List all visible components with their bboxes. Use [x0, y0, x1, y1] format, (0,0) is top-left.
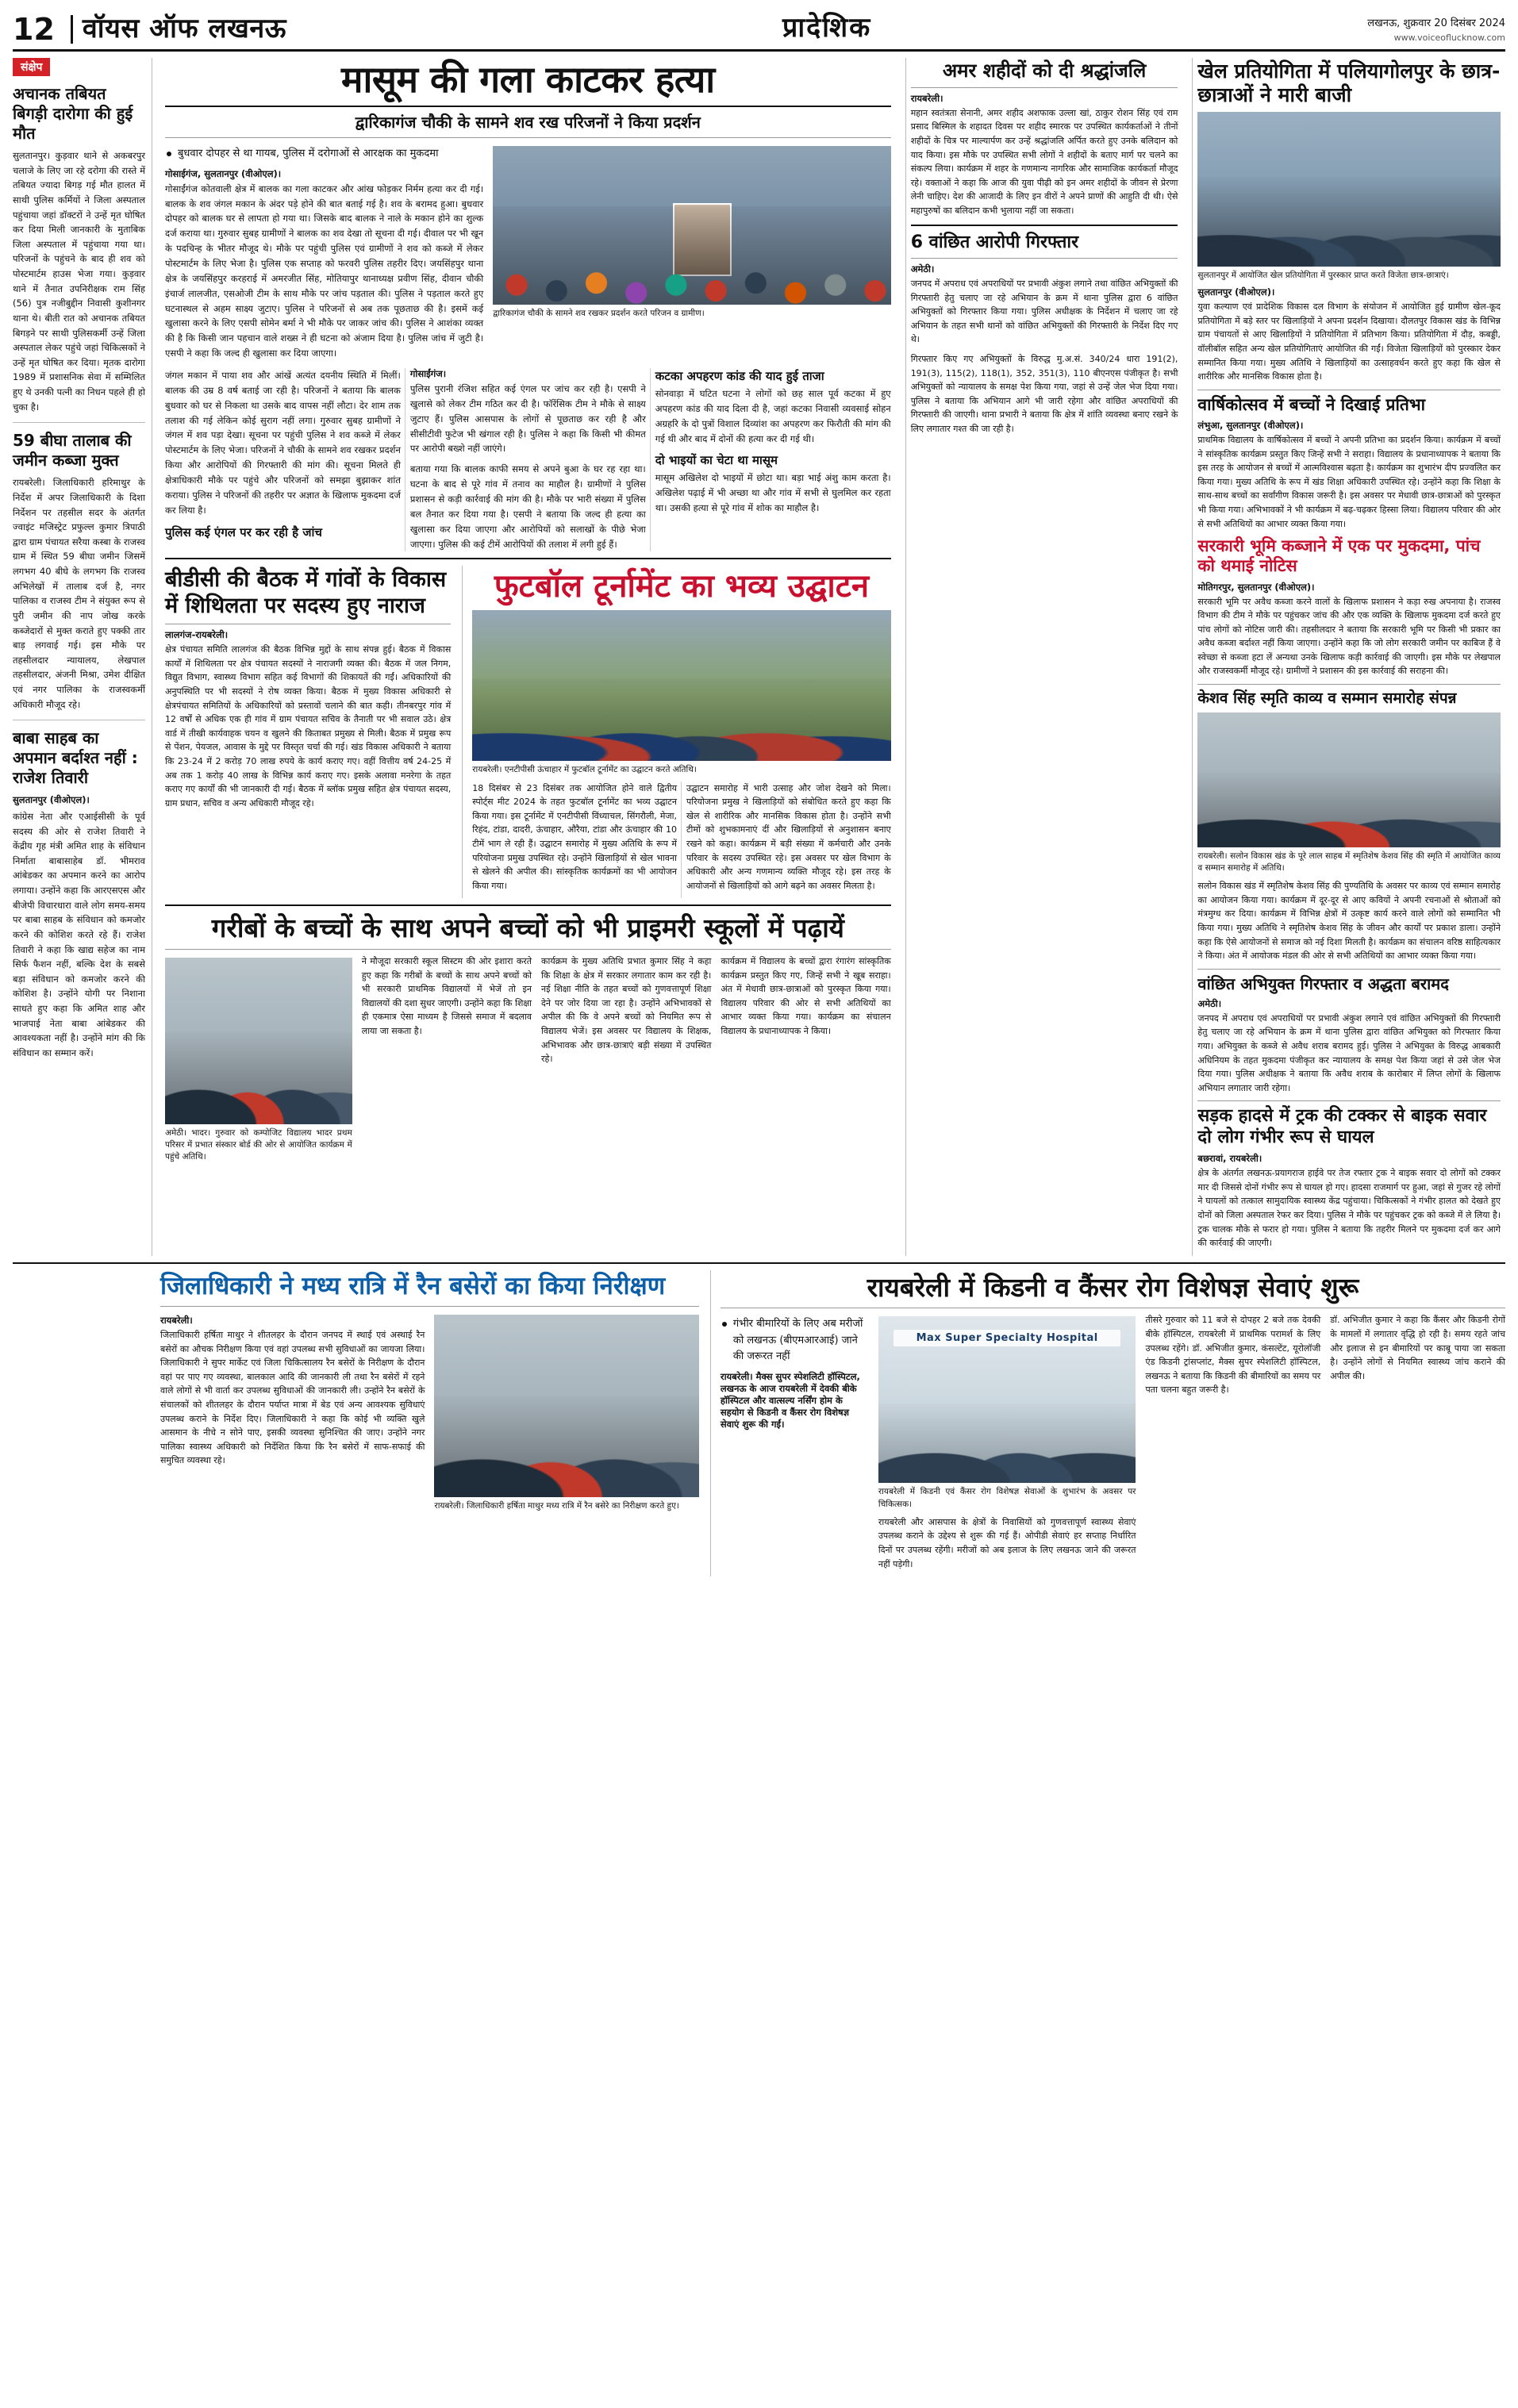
brief-3-body: कांग्रेस नेता और एआईसीसी के पूर्व सदस्य की ओर से राजेश तिवारी ने केंद्रीय गृह मंत्री अमित शाह के संविधान निर्माता बाबासाहेब डॉ. भीमराव आंबेडकर का अपमान करने का आरोप लगाया। उन्होंने कहा कि आरएसएस और बीजेपी विचारधारा वाले लोग समय-समय पर बाबा साहब के संविधान को कमजोर करने की कोशिश करते रहे हैं। राजेश तिवारी ने कहा कि खाद्य सहेज का नाम सिर्फ फैशन नहीं, बल्कि देश के सबसे बड़ा संविधान को कमजोर करने की कोशिश है। उन्होंने योगी पर निशाना साधते हुए कहा कि अमित शाह और भाजपाई नेता बाबा आंबेडकर की आवश्यकता नहीं है। उन्होंने मांग की कि संविधान का सम्मान करें।: [13, 810, 145, 1058]
kidney-bullet-0: गंभीर बीमारियों के लिए अब मरीजों को लखनऊ (बीएमआरआई) जाने की जरूरत नहीं: [721, 1316, 869, 1364]
sports-headline: खेल प्रतियोगिता में पलियागोलपुर के छात्र-छात्राओं ने मारी बाजी: [1197, 60, 1501, 106]
website-url[interactable]: www.voiceoflucknow.com: [1393, 32, 1505, 43]
lead-subheadline: द्वारिकागंज चौकी के सामने शव रख परिजनों ने किया प्रदर्शन: [355, 112, 701, 132]
bdc-headline: बीडीसी की बैठक में गांवों के विकास में शिथिलता पर सदस्य हुए नाराज: [165, 567, 447, 618]
accident-dateline: बछरावां, रायबरेली।: [1197, 1153, 1262, 1165]
sports-dateline: सुलतानपुर (वीओएल)।: [1197, 286, 1275, 298]
land-body: सरकारी भूमि पर अवैध कब्जा करने वालों के खिलाफ प्रशासन ने कड़ा रुख अपनाया है। राजस्व विभाग की टीम ने मौके पर पहुंचकर जांच की और एक व्यक्ति के खिलाफ मुकदमा दर्ज करते हुए पांच लोगों को नोटिस जारी की। तहसीलदार ने बताया कि सरकारी भूमि पर किसी भी प्रकार का अवैध कब्जा बर्दाश्त नहीं किया जाएगा। उन्होंने कहा कि जो लोग सरकारी जमीन पर काबिज हैं वे स्वेच्छा से कब्जा हटा लें अन्यथा उनके खिलाफ कड़ी कार्रवाई की जाएगी। इस मौके पर लेखपाल और राजस्वकर्मी मौजूद रहे। ग्रामीणों ने प्रशासन की इस कार्रवाई की सराहना की।: [1197, 596, 1501, 677]
lead-photo-caption: द्वारिकागंज चौकी के सामने शव रखकर प्रदर्शन करते परिजन व ग्रामीण।: [493, 308, 705, 318]
land-headline: सरकारी भूमि कब्जाने में एक पर मुकदमा, पांच को थमाई नोटिस: [1197, 536, 1481, 576]
dm-body: जिलाधिकारी हर्षिता माथुर ने शीतलहर के दौरान जनपद में स्थाई एवं अस्थाई रैन बसेरों का औचक निरीक्षण किया एवं वहां उपलब्ध सभी सुविधाओं का जायजा लिया। जिलाधिकारी ने सुपर मार्केट एवं जिला चिकित्सालय रैन बसेरों के निरीक्षण के दौरान वहां पर पाए गए व्यवस्था, बालकाल आदि की जानकारी ली तथा रैन बसेरों में रहने वाले लोगों से भी वार्ता कर उपलब्ध सुविधाओं की जानकारी ली। उन्होंने रैन बसेरों के संचालकों को शीतलहर के दौरान पर्याप्त मात्रा में बेड एवं अन्य आवश्यक सुविधाएं उपलब्ध कराने के निर्देश दिए। जिलाधिकारी ने कहा कि कोई भी व्यक्ति खुले आसमान के नीचे न सोने पाए, इसकी व्यवस्था सुनिश्चित की जाए। उन्होंने नगर पालिका स्वास्थ्य अधिकारी को निर्देशित किया कि रैन बसेरों में साफ-सफाई की समुचित व्यवस्था रहे।: [160, 1329, 425, 1466]
kavya-photo: [1197, 712, 1501, 847]
section-title: प्रादेशिक: [782, 12, 872, 44]
kidney-body-3: डॉ. अभिजीत कुमार ने कहा कि कैंसर और किडनी रोगों के मामलों में लगातार वृद्धि हो रही है। समय रहते जांच और इलाज से इन बीमारियों पर काबू पाया जा सकता है। उन्होंने लोगों से नियमित स्वास्थ्य जांच कराने की अपील की।: [1330, 1315, 1505, 1381]
football-photo: [472, 610, 890, 761]
dm-inspection-story: [160, 1270, 699, 1577]
bdc-story: [165, 566, 451, 898]
masthead-center: [286, 8, 1367, 44]
lead-kidnap-body: सोनवाड़ा में घटित घटना ने लोगों को छह साल पूर्व कटका में हुए अपहरण कांड की याद दिला दी है, जहां कटका निवासी व्यवसाई सोहन अग्रहरि के दो पुत्रों विशाल दिव्यांश का अपहरण कर फिरौती की मांग की गई थी और बाद में दोनों की हत्या कर दी गई थी।: [655, 387, 891, 444]
football-headline: फुटबॉल टूर्नामेंट का भव्य उद्घाटन: [494, 568, 870, 605]
kidney-dateline: रायबरेली। मैक्स सुपर स्पेशलिटी हॉस्पिटल, लखनऊ के आज रायबरेली में देवकी बीके हॉस्पिटल और वात्सल्य नर्सिंग होम के सहयोग से किडनी व कैंसर रोग विशेषज्ञ सेवाएं शुरू की गईं।: [720, 1370, 860, 1430]
lead-bullets: [165, 146, 483, 162]
kavya-photo-caption: रायबरेली। सलोन विकास खंड के पूरे लाल साहब में स्मृतिशेष केशव सिंह की स्मृति में आयोजित काव्य व सम्मान समारोह में अतिथि।: [1197, 851, 1501, 874]
bottom-strip: [13, 1270, 1505, 1577]
dm-photo: [434, 1315, 698, 1497]
bdc-dateline: लालगंज-रायबरेली।: [165, 629, 229, 641]
lead-photo-inset-portrait: [673, 203, 732, 276]
dm-headline: जिलाधिकारी ने मध्य रात्रि में रैन बसेरों का किया निरीक्षण: [160, 1271, 666, 1300]
lead-bullet-0: बुधवार दोपहर से था गायब, पुलिस में दरोगाओं से आरक्षक का मुकदमा: [165, 146, 483, 162]
masthead-left: [13, 12, 286, 47]
lead-police-body: पुलिस पुरानी रंजिश सहित कई एंगल पर जांच कर रही है। एसपी ने खुलासे को लेकर टीम गठित कर दी है। फॉरेंसिक टीम ने मौके से साक्ष्य जुटाए हैं। पुलिस आसपास के लोगों से पूछताछ कर रही है और सीसीटीवी फुटेज भी खंगाल रही है। पुलिस ने कहा कि किसी भी कीमत पर आरोपी बख्शे नहीं जाएंगे।: [409, 382, 646, 455]
lead-sub-kidnap: कटका अपहरण कांड की याद हुई ताजा: [655, 368, 824, 383]
brief-1-title: अचानक तबियत बिगड़ी दारोगा की हुई मौत: [13, 84, 133, 143]
brief-rail: [13, 58, 152, 1256]
football-body-2: उद्घाटन समारोह में भारी उत्साह और जोश देखने को मिला। परियोजना प्रमुख ने खिलाड़ियों को संबोधित करते हुए कहा कि खेल से शारीरिक और मानसिक विकास होता है। उन्होंने सभी टीमों को शुभकामनाएं दीं और खिलाड़ियों से अनुशासन बनाए रखने को कहा। कार्यक्रम में बड़ी संख्या में कर्मचारी और उनके परिवार के सदस्य उपस्थित रहे। इस अवसर पर खेल विभाग के अधिकारी और अन्य गणमान्य व्यक्ति मौजूद रहे। इस तरह के आयोजनों से खिलाड़ियों को आगे बढ़ने का अवसर मिलता है।: [686, 782, 891, 891]
lead-body-2: जंगल मकान में पाया शव और आंखें अत्यंत दयनीय स्थिति में मिलीं। बालक की उम्र 8 वर्ष बताई जा रही है। परिजनों ने बताया कि बालक बुधवार को घर से निकला था उसके बाद वापस नहीं लौटा। देर शाम तक तलाश की गई लेकिन कोई सुराग नहीं लगा। गुरुवार सुबह ग्रामीणों ने जंगल में शव पड़ा देखा। सूचना पर पहुंची पुलिस ने शव कब्जे में लेकर पोस्टमार्टम के लिए भेजा। परिजनों ने चौकी के सामने शव रखकर प्रदर्शन किया और आरोपियों की गिरफ्तारी की मांग की। सूचना मिलते ही क्षेत्राधिकारी मौके पर पहुंचे और परिजनों को समझा बुझाकर शांत कराया। पुलिस ने परिजनों की तहरीर पर अज्ञात के खिलाफ मुकदमा दर्ज कर लिया है।: [165, 369, 401, 516]
wanted-dateline: अमेठी।: [1197, 997, 1222, 1009]
dm-photo-caption: रायबरेली। जिलाधिकारी हर्षिता माथुर मध्य रात्रि में रैन बसेरे का निरीक्षण करते हुए।: [434, 1500, 679, 1511]
football-story: [462, 566, 890, 898]
accident-headline: सड़क हादसे में ट्रक की टक्कर से बाइक सवार दो लोग गंभीर रूप से घायल: [1197, 1106, 1487, 1147]
primary-body-3: कार्यक्रम में विद्यालय के बच्चों द्वारा रंगारंग सांस्कृतिक कार्यक्रम प्रस्तुत किए गए, जिन्हें सभी ने खूब सराहा। अंत में मेधावी छात्र-छात्राओं को पुरस्कृत किया गया। विद्यालय परिवार की ओर से सभी अतिथियों का आभार व्यक्त किया गया। कार्यक्रम का संचालन विद्यालय के प्रधानाध्यापक ने किया।: [721, 955, 891, 1036]
lead-body-1: गोसाईंगंज कोतवाली क्षेत्र में बालक का गला काटकर और आंख फोड़कर निर्मम हत्या कर दी गई। बालक के शव जंगल मकान के अंदर पड़े होने की बात बताई गई है। शव के बरामद हुआ। बुधवार दोपहर को बालक घर से लापता हो गया था। जिसके बाद बालक ने नाले के मकान होने का शुल्क दर्ज कराया था। गुरुवार सुबह ग्रामीणों ने बालक का शव देखा तो सूचना दी गई। दीवाल पर भी खून के पदचिन्ह के भीतर मौजूद थे। मौके पर पहुंची पुलिस एवं ग्रामीणों ने शव को कब्जे में लेकर पोस्टमार्टम के लिए भेजा है। पुलिस एक सप्ताह को फरवरी पुलिस तहरीर दिए। जयसिंहपुर थाना क्षेत्र के जयसिंहपुर करहराई में अमरजीत सिंह, मोतियापुर थानाध्यक्ष प्रवीण सिंह, दीवान चौकी इंचार्ज लालजीत, एसओजी टीम के साथ मौके पर जांच पड़ताल की। पुलिस ने पड़ताल करते हुए घटनास्थल से अहम साक्ष्य जुटाए। पुलिस ने परिजनों से अब तक पूछताछ की है। इसमें कई खुलासा करने के लिए एसपी सोमेन बर्मा ने भी मौके पर जाकर जांच की। पुलिस ने आशंका व्यक्त की है कि किसी जान पहचान वाले शख्स ने ही घटना को अंजाम दिया है। पुलिस जांच में जुटी है। एसपी ने कहा कि जल्द ही खुलासा कर दिया जाएगा।: [165, 182, 484, 359]
brief-tag: संक्षेप: [13, 58, 50, 76]
primary-photo: [165, 958, 352, 1124]
kavya-headline: केशव सिंह स्मृति काव्य व सम्मान समारोह संपन्न: [1197, 689, 1457, 708]
kidney-bullets: [721, 1316, 869, 1364]
brief-1-body: सुलतानपुर। कुड़वार थाने से अकबरपुर चलाजे के लिए जा रहे दरोगा की रास्ते में तबियत ज्यादा बिगड़ गई मौत हालत में साथी पुलिस कर्मियों ने जिला अस्पताल पहुंचाया जहां डॉक्टरों ने उन्हें मृत घोषित कर दिया मिली जानकारी के मुताबिक जिला अस्पताल में पहुंचाया गया था। परिजनों के पहुंचने के बाद ही शव को पोस्टमार्टम हाउस भेजा गया। कुड़वार थाने में तैनात उपनिरीक्षक राम सिंह (56) पुत्र नजीबुद्दीन निवासी कुशीनगर थाना थे। बीती रात को अचानक तबियत बिगड़ने पर साथी पुलिसकर्मी उन्हें जिला अस्पताल लेकर पहुंचे जहां चिकित्सकों ने उन्हें मृत घोषित कर दिया। मृतक दारोगा 1989 में प्रशासनिक सेवा में सम्मिलित हुए थे उनकी पत्नी का निधन पहले ही हो चुका है।: [13, 150, 145, 413]
wanted-body: जनपद में अपराध एवं अपराधियों पर प्रभावी अंकुश लगाने एवं वांछित अभियुक्तों की गिरफ्तारी हेतु चलाए जा रहे अभियान के क्रम में थाना पुलिस द्वारा वांछित अभियुक्त को गिरफ्तार किया गया। अभियुक्त के कब्जे से अवैध शराब बरामद हुई। पुलिस ने अभियुक्त के विरुद्ध आबकारी अधिनियम के तहत मुकदमा पंजीकृत कर न्यायालय के समक्ष पेश किया जहां से उसे जेल भेज दिया गया। पुलिस अधीक्षक ने बताया कि अवैध शराब के कारोबार में लिप्त लोगों के खिलाफ अभियान लगातार जारी रहेगा।: [1197, 1012, 1501, 1093]
sports-photo: [1197, 112, 1501, 267]
kidney-cancer-story: [710, 1270, 1505, 1577]
lead-body-3: बताया गया कि बालक काफी समय से अपने बुआ के घर रह रहा था। घटना के बाद से पूरे गांव में तनाव का माहौल है। ग्रामीणों ने पुलिस प्रशासन से कड़ी कार्रवाई की मांग की है। मौके पर भारी संख्या में पुलिस बल तैनात कर दिया गया है। एसपी ने बताया कि जल्द ही हत्या का खुलासा कर दिया जाएगा और आरोपियों को सलाखों के पीछे भेजा जाएगा। पुलिस की कई टीमें आरोपियों की तलाश में लगी हुई हैं।: [409, 463, 646, 550]
lead-sub-police: पुलिस कई एंगल पर कर रही है जांच: [165, 524, 322, 540]
arrest6-headline: 6 वांछित आरोपी गिरफ्तार: [910, 232, 1079, 252]
hospital-banner-text: Max Super Specialty Hospital: [894, 1330, 1120, 1346]
shaheed-body: महान स्वतंत्रता सेनानी, अमर शहीद अशफाक उल्ला खां, ठाकुर रोशन सिंह एवं राम प्रसाद बिस्मिल के शहादत दिवस पर शहीद स्मारक पर उपस्थित कार्यकर्ताओं ने तीनों शहीदों के चित्र पर माल्यार्पण कर उन्हें श्रद्धांजलि अर्पित करते हुए उनके बलिदान को याद किया। इस मौके पर उपस्थित सभी लोगों ने शहीदों के बताए मार्ग पर चलने का संकल्प लिया। कार्यक्रम में शहर के गणमान्य नागरिक और सामाजिक कार्यकर्ता मौजूद रहे। वक्ताओं ने कहा कि आज की युवा पीढ़ी को इन अमर शहीदों के जीवन से प्रेरणा लेनी चाहिए। देश की आजादी के लिए इन वीरों ने अपने प्राणों की आहुति दी थी। ऐसे महापुरुषों का बलिदान कभी भुलाया नहीं जा सकता।: [910, 107, 1178, 216]
kidney-photo: [878, 1316, 1136, 1483]
football-photo-caption: रायबरेली। एनटीपीसी ऊंचाहार में फुटबॉल टूर्नामेंट का उद्घाटन करते अतिथि।: [472, 765, 697, 775]
bdc-body: क्षेत्र पंचायत समिति लालगंज की बैठक विभिन्न मुद्दों के साथ संपन्न हुई। बैठक में विकास कार्यों में शिथिलता पर क्षेत्र पंचायत सदस्यों ने नाराजगी व्यक्त की। बैठक में जल निगम, विद्युत विभाग, स्वास्थ्य विभाग सहित कई विभागों की शिकायतें की गईं। अधिकारियों की अनुपस्थिति पर भी सदस्यों ने रोष व्यक्त किया। बैठक में मुख्य विकास अधिकारी से क्षेत्रपंचायत समितियों के अधिकारियों को प्रस्तावों चलाने की बात कही। तीनबरपुर गांव में 12 वर्षों से अधिक एक ही गांव में ग्राम पंचायत सचिव के तैनाती पर भी सवाल उठे। क्षेत्र वार्ड में तीखी कार्यवाहक चयन व खुलने की किताबत प्रमुख्य से मिली। बैठक में प्रमुख रूप से पेंशन, पेयजल, आवास के मुद्दे पर विस्तृत चर्चा की गई। खंड विकास अधिकारी ने बताया कि 23-24 में 2 करोड़ 70 लाख रुपये के कार्य कराए गए। वहीं वित्तीय वर्ष 24-25 में अब तक 1 करोड़ 40 लाख के विभिन्न कार्य कराए गए। इसके अलावा मनरेगा के तहत कराए गए कार्यों की भी जानकारी दी गई। बैठक में ब्लॉक प्रमुख सहित क्षेत्र पंचायत सदस्य, ग्राम प्रधान, सचिव व अन्य अधिकारी मौजूद रहे।: [165, 644, 452, 808]
arrest6-body-2: गिरफ्तार किए गए अभियुक्तों के विरुद्ध मु.अ.सं. 340/24 धारा 191(2), 191(3), 115(2), 118(1), 352, 351(3), 110 बीएनएस पंजीकृत है। सभी अभियुक्तों को न्यायालय के समक्ष पेश किया गया, जहां से उन्हें जेल भेज दिया गया। पुलिस ने बताया कि अभियान आगे भी जारी रहेगा और वांछित अपराधियों की गिरफ्तारी की जाएगी। थाना प्रभारी ने बताया कि क्षेत्र में शांति व्यवस्था बनाए रखने के लिए लगातार गश्त की जा रही है।: [910, 353, 1178, 434]
accident-body: क्षेत्र के अंतर्गत लखनऊ-प्रयागराज हाईवे पर तेज रफ्तार ट्रक ने बाइक सवार दो लोगों को टक्कर मार दी जिससे दोनों गंभीर रूप से घायल हो गए। हादसा राजमार्ग पर हुआ, जहां से गुजर रहे लोगों ने घायलों को तत्काल सामुदायिक स्वास्थ्य केंद्र पहुंचाया। चिकित्सकों ने गंभीर हालत को देखते हुए दोनों को जिला अस्पताल रेफर कर दिया। पुलिस ने मौके पर पहुंचकर ट्रक को कब्जे में ले लिया है। ट्रक चालक मौके से फरार हो गया। पुलिस ने बताया कि तहरीर मिलने पर मुकदमा दर्ज कर आगे की कार्रवाई की जाएगी।: [1197, 1168, 1501, 1249]
dm-dateline: रायबरेली।: [160, 1314, 193, 1326]
publication-logo: वॉयस ऑफ लखनऊ: [71, 15, 286, 44]
lead-two-brothers-body: मासूम अखिलेश दो भाइयों में छोटा था। बड़ा भाई अंशु काम करता है। अखिलेश पढ़ाई में भी अच्छा था और गांव में सभी से घुलमिल कर रहता था। उसकी हत्या से पूरे गांव में शोक का माहौल है।: [655, 472, 891, 514]
anniversary-body: प्राथमिक विद्यालय के वार्षिकोत्सव में बच्चों ने अपनी प्रतिभा का प्रदर्शन किया। कार्यक्रम में बच्चों ने सांस्कृतिक कार्यक्रम प्रस्तुत किए जिन्हें सभी ने सराहा। विद्यालय के प्रधानाध्यापक ने बताया कि इस तरह के आयोजन से बच्चों में आत्मविश्वास बढ़ता है। कार्यक्रम का शुभारंभ दीप प्रज्वलित कर किया गया। मुख्य अतिथि के रूप में खंड शिक्षा अधिकारी उपस्थित रहे। उन्होंने कहा कि शिक्षा के साथ-साथ बच्चों का सर्वांगीण विकास जरूरी है। इस अवसर पर मेधावी छात्र-छात्राओं को पुरस्कृत भी किया गया। अभिभावकों ने भी कार्यक्रम में बढ़-चढ़कर हिस्सा लिया। विद्यालय परिवार की ओर से सभी अतिथियों का आभार व्यक्त किया गया।: [1197, 434, 1501, 529]
primary-photo-caption: अमेठी। भादर। गुरुवार को कम्पोजिट विद्यालय भादर प्रथम परिसर में प्रभात संस्कार बोर्ड की ओर से आयोजित कार्यक्रम में पहुंचे अतिथि।: [165, 1127, 352, 1162]
kidney-photo-caption: रायबरेली में किडनी एवं कैंसर रोग विशेषज्ञ सेवाओं के शुभारंभ के अवसर पर चिकित्सक।: [878, 1487, 1136, 1509]
primary-school-story: [165, 912, 891, 1168]
football-body-1: 18 दिसंबर से 23 दिसंबर तक आयोजित होने वाले द्वितीय स्पोर्ट्स मीट 2024 के तहत फुटबॉल टूर्नामेंट का भव्य उद्घाटन किया गया। इस टूर्नामेंट में एनटीपीसी विंध्याचल, सिंगरौली, मेजा, रिहंद, टांडा, दादरी, ऊंचाहार, औरैया, टांडा और ऊंचाहार की 10 टीमें भाग ले रही हैं। उद्घाटन समारोह में मुख्य अतिथि के रूप में परियोजना प्रमुख उपस्थित रहे। उन्होंने खिलाड़ियों से खेल भावना से खेलने की अपील की। सांस्कृतिक कार्यक्रमों का भी आयोजन किया गया।: [472, 782, 677, 891]
brief-3-title: बाबा साहब का अपमान बर्दाश्त नहीं : राजेश तिवारी: [13, 728, 138, 788]
kidney-body-1: रायबरेली और आसपास के क्षेत्रों के निवासियों को गुणवत्तापूर्ण स्वास्थ्य सेवाएं उपलब्ध कराने के उद्देश्य से शुरू की गई हैं। ओपीडी सेवाएं हर सप्ताह निर्धारित दिनों पर उपलब्ध रहेंगी। मरीजों को अब इलाज के लिए लखनऊ जाने की जरूरत नहीं पड़ेगी।: [878, 1516, 1136, 1569]
arrest6-body-1: जनपद में अपराध एवं अपराधियों पर प्रभावी अंकुश लगाने तथा वांछित अभियुक्तों की गिरफ्तारी हेतु चलाए जा रहे अभियान के क्रम में थाना पुलिस द्वारा 6 वांछित अभियुक्तों को गिरफ्तार किया गया। पुलिस अधीक्षक के निर्देशन में चलाए जा रहे अभियान के तहत सभी थानों को वांछित अभियुक्तों की गिरफ्तारी के निर्देश दिए गए थे।: [910, 278, 1178, 345]
anniversary-headline: वार्षिकोत्सव में बच्चों ने दिखाई प्रतिभा: [1197, 394, 1426, 414]
lead-photo: [493, 146, 891, 305]
place-date: लखनऊ, शुक्रवार 20 दिसंबर 2024: [1367, 17, 1505, 29]
masthead: [13, 8, 1505, 52]
land-dateline: मोतिगरपुर, सुलतानपुर (वीओएल)।: [1197, 581, 1315, 593]
page-grid: [13, 58, 1505, 1256]
brief-3-dateline: सुलतानपुर (वीओएल)।: [13, 794, 90, 806]
column-3: [905, 58, 1183, 1256]
kidney-headline: रायबरेली में किडनी व कैंसर रोग विशेषज्ञ सेवाएं शुरू: [867, 1271, 1359, 1303]
primary-body-2: कार्यक्रम के मुख्य अतिथि प्रभात कुमार सिंह ने कहा कि शिक्षा के क्षेत्र में सरकार लगातार काम कर रही है। नई शिक्षा नीति के तहत बच्चों को गुणवत्तापूर्ण शिक्षा देने पर जोर दिया जा रहा है। उन्होंने अभिभावकों से अपील की कि वे अपने बच्चों को नियमित रूप से विद्यालय भेजें। इस अवसर पर विद्यालय के शिक्षक, अभिभावक और छात्र-छात्राएं बड़ी संख्या में उपस्थित रहे।: [541, 955, 712, 1065]
wanted-headline: वांछित अभियुक्त गिरफ्तार व अद्धता बरामद: [1197, 974, 1449, 993]
masthead-right: [1367, 16, 1505, 44]
brief-2-title: 59 बीघा तालाब की जमीन कब्जा मुक्त: [13, 431, 132, 470]
primary-body-1: ने मौजूदा सरकारी स्कूल सिस्टम की ओर इशारा करते हुए कहा कि गरीबों के बच्चों के साथ अपने बच्चों को भी सरकारी प्राथमिक विद्यालयों में भेजें तो इन विद्यालयों की दशा सुधर जाएगी। उन्होंने कहा कि शिक्षा ही एकमात्र ऐसा माध्यम है जिससे समाज में बदलाव लाया जा सकता है।: [361, 955, 532, 1036]
kidney-body-2: तीसरे गुरुवार को 11 बजे से दोपहर 2 बजे तक देवकी बीके हॉस्पिटल, रायबरेली में प्राथमिक परामर्श के लिए उपलब्ध रहेंगे। डॉ. अभिजीत कुमार, कंसल्टेंट, यूरोलॉजी एंड किडनी ट्रांसप्लांट, मैक्स सुपर स्पेशलिटी हॉस्पिटल, लखनऊ ने बताया कि किडनी की बीमारियों का समय पर पता चलना बहुत जरूरी है।: [1145, 1315, 1321, 1396]
column-4: [1192, 58, 1505, 1256]
page-number: 12: [13, 12, 55, 47]
lead-police-dateline: गोसाईंगंज।: [409, 367, 447, 379]
primary-headline: गरीबों के बच्चों के साथ अपने बच्चों को भी प्राइमरी स्कूलों में पढ़ायें: [211, 912, 844, 944]
shaheed-dateline: रायबरेली।: [910, 92, 943, 104]
column-1: [160, 58, 896, 1256]
kavya-body: सलोन विकास खंड में स्मृतिशेष केशव सिंह की पुण्यतिथि के अवसर पर काव्य एवं सम्मान समारोह का आयोजन किया गया। कार्यक्रम में दूर-दूर से आए कवियों ने अपनी रचनाओं से श्रोताओं को मंत्रमुग्ध कर दिया। कार्यक्रम में विभिन्न क्षेत्रों में उत्कृष्ट कार्य करने वाले लोगों को सम्मानित भी किया गया। मुख्य अतिथि ने स्मृतिशेष केशव सिंह के जीवन और कार्यों पर प्रकाश डाला। उन्होंने कहा कि ऐसे आयोजनों से समाज को नई दिशा मिलती है। कार्यक्रम का संचालन वरिष्ठ साहित्यकार ने किया। अंत में आयोजक मंडल की ओर से सभी अतिथियों का आभार व्यक्त किया गया।: [1197, 881, 1501, 962]
lead-dateline: गोसाईगंज, सुलतानपुर (वीओएल)।: [165, 167, 282, 179]
main-columns: [160, 58, 1505, 1256]
brief-2-body: रायबरेली। जिलाधिकारी हरिमाथुर के निर्देश में अपर जिलाधिकारी के दिशा निर्देशन पर तहसील सदर के अंतर्गत ज्वाइंट मजिस्ट्रेट प्रफुल्ल कुमार त्रिपाठी द्वारा ग्राम पंचायत सरैया कस्बा के राजस्व ग्राम में स्थित 59 बीघा जमीन जिसमें लगभग 40 बीघे के लगभग कि राजस्व अभिलेखों में तालाब दर्ज है, नगर पालिका व राजस्व टीम ने संयुक्त रूप से पुरी जमीन की नाप जोख करके कब्जेदारों से मुक्त कराते हुए पक्की तार बाड़ लगवाई गई। इस मौके पर तहसीलदार न्यायालय, लेखपाल तहसीलदार, अंजनी मिश्रा, उमेश दीक्षित एवं नगर पालिका के राजस्वकर्मी अधिकारी मौजूद रहे।: [13, 477, 145, 710]
sports-body: युवा कल्याण एवं प्रादेशिक विकास दल विभाग के संयोजन में आयोजित हुई ग्रामीण खेल-कूद प्रतियोगिता में बड़े स्तर पर खिलाड़ियों ने अपना प्रदर्शन दिखाया। दौलतपुर विकास खंड के विभिन्न ग्राम पंचायतों से आए खिलाड़ियों ने प्रतियोगिता में प्रतिभाग किया। प्रतियोगिता में दौड़, कबड्डी, वॉलीबॉल सहित अन्य खेल प्रतियोगिताएं आयोजित की गईं। विजेता खिलाड़ियों को पुरस्कार देकर सम्मानित किया गया। मुख्य अतिथि ने खिलाड़ियों का उत्साहवर्धन करते हुए कहा कि खेल से शारीरिक और मानसिक विकास होता है।: [1197, 301, 1501, 382]
anniversary-dateline: लंभुआ, सुलतानपुर (वीओएल)।: [1197, 419, 1304, 431]
arrest6-dateline: अमेठी।: [910, 263, 935, 275]
shaheed-headline: अमर शहीदों को दी श्रद्धांजलि: [942, 60, 1147, 82]
lead-sub-two-brothers: दो भाइयों का चेटा था मासूम: [655, 453, 778, 468]
sports-photo-caption: सुलतानपुर में आयोजित खेल प्रतियोगिता में पुरस्कार प्राप्त करते विजेता छात्र-छात्राएं।: [1197, 271, 1449, 280]
lead-headline: मासूम की गला काटकर हत्या: [340, 58, 715, 101]
